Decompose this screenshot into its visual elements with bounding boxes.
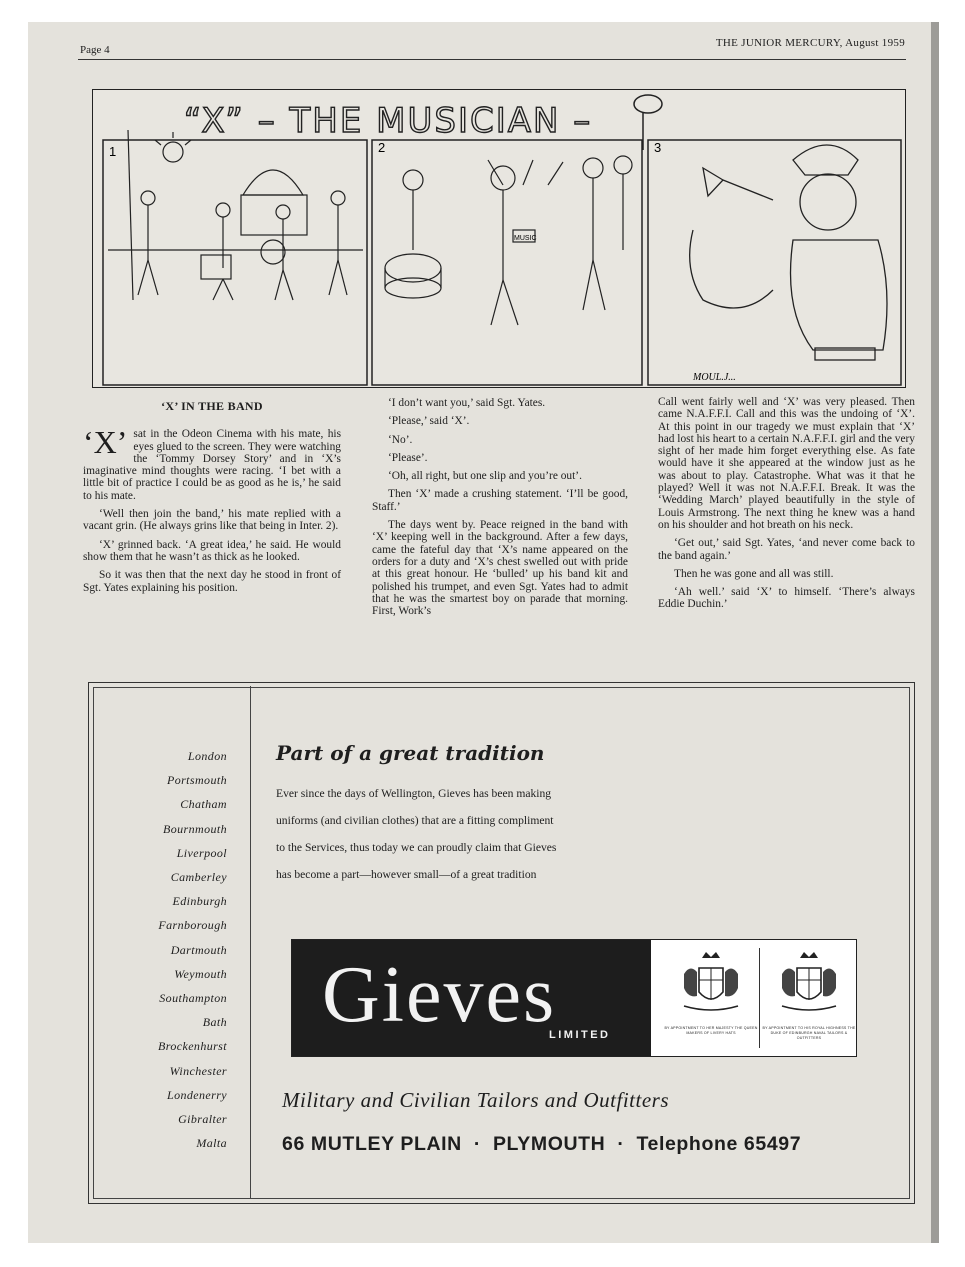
town-name: Farnborough — [158, 918, 227, 933]
article-paragraph: ‘No’. — [388, 433, 413, 446]
town-name: Brockenhurst — [157, 1039, 227, 1054]
ad-headline: Part of a great tradition — [276, 741, 545, 765]
article-paragraph: Call went fairly well and ‘X’ was very pleased. Then came N.A.F.F.I. Call and this was the undoing of ‘X’. At this point in our tragedy we must explain that ‘X’ had lost his heart to a certain N.A.F.F.I. girl and the very sight of her made him forget everything else. As fate would have it she appeared at the window just as he was about to play. Catastrophe. What was it that he played? Well it was not N.A.F.F.I. Break. It was the ‘Wedding March’ played beautifully in the style of Louis Armstrong. The next thing he knew was a hand on his shoulder and hot breath on his neck. — [658, 396, 915, 531]
article-paragraph: ‘Get out,’ said Sgt. Yates, ‘and never come back to the band again.’ — [658, 537, 915, 562]
brand-suffix: LIMITED — [549, 1029, 611, 1041]
telephone: Telephone 65497 — [636, 1133, 802, 1155]
article-column-3 — [658, 396, 915, 617]
shop-address — [282, 1133, 801, 1156]
ad-body-line: to the Services, thus today we can proudly claim that Gieves — [276, 841, 557, 854]
ducal-crest-icon — [760, 948, 858, 1022]
address-separator: · — [473, 1133, 481, 1155]
article-paragraph — [83, 424, 341, 502]
royal-warrant-duke — [759, 948, 858, 1048]
town-name: Portsmouth — [166, 773, 227, 788]
article-paragraph: Then he was gone and all was still. — [674, 567, 834, 580]
band-figures — [128, 130, 347, 300]
warrant-text: BY APPOINTMENT TO HER MAJESTY THE QUEEN MAKERS OF LIVERY HATS — [664, 1026, 758, 1035]
comic-strip — [92, 89, 906, 388]
royal-crest-icon — [662, 948, 760, 1022]
ad-body-line: Ever since the days of Wellington, Gieves has been making — [276, 787, 552, 800]
article-paragraph: So it was then that the next day he stood in front of Sgt. Yates explaining his position. — [83, 569, 341, 594]
article-paragraph: ‘X’ grinned back. ‘A great idea,’ he said. He would show them that he wasn’t as thick as he looked. — [83, 538, 341, 563]
panel-3-number: 3 — [654, 140, 662, 155]
street-address: 66 MUTLEY PLAIN — [282, 1133, 462, 1155]
article-heading: ‘X’ IN THE BAND — [161, 399, 263, 413]
article-paragraph: ‘Well then join the band,’ his mate replied with a vacant grin. (He always grins like that being in Inter. 2). — [83, 508, 341, 533]
panel-2 — [372, 140, 642, 385]
town-name: Camberley — [170, 870, 227, 885]
town-name: Winchester — [169, 1063, 227, 1078]
panel-2-number: 2 — [378, 140, 386, 155]
brand-name: Gieves — [322, 951, 557, 1039]
town-name: Bath — [202, 1015, 227, 1030]
address-separator: · — [617, 1133, 625, 1155]
town-name: Chatham — [180, 797, 227, 812]
town-name: Gibralter — [178, 1112, 227, 1127]
town-name: Malta — [196, 1136, 227, 1151]
royal-warrant-queen — [662, 948, 760, 1048]
town-name: Liverpool — [176, 845, 227, 860]
panel-1-number: 1 — [109, 144, 117, 159]
town-name: London — [187, 749, 227, 763]
trade-description: Military and Civilian Tailors and Outfitters — [282, 1088, 670, 1112]
article-column-1 — [83, 400, 341, 600]
comic-drawing — [93, 90, 905, 387]
town-name: Bournmouth — [163, 821, 227, 836]
trumpeter-closeup — [690, 145, 887, 360]
paragraph-text: sat in the Odeon Cinema with his mate, his eyes glued to the screen. They were watching the ‘Tommy Dorsey Story’ and in ‘X’s imaginative mind thoughts were racing. ‘I bet with a little bit of practice I could be as good as he is,’ he said to his mate. — [83, 428, 341, 502]
town-name: Southampton — [159, 991, 227, 1006]
page-edge-shadow — [931, 22, 939, 1243]
logo-background — [292, 940, 651, 1056]
city: PLYMOUTH — [492, 1133, 606, 1155]
article-paragraph: ‘Please’. — [388, 451, 428, 464]
comic-title: “X” – THE MUSICIAN – — [183, 101, 593, 141]
gieves-logo-block — [291, 939, 857, 1057]
article-paragraph: ‘Please,’ said ‘X’. — [388, 415, 470, 428]
town-name: Londenerry — [167, 1087, 227, 1102]
artist-signature: MOUL.J... — [693, 372, 736, 383]
panel-1 — [103, 140, 367, 385]
article-paragraph: ‘Oh, all right, but one slip and you’re out’. — [388, 470, 582, 483]
article-paragraph: Then ‘X’ made a crushing statement. ‘I’ll be good, Staff.’ — [372, 488, 628, 513]
article-paragraph: The days went by. Peace reigned in the band with ‘X’ keeping well in the background. After a few days, came the fateful day that ‘X’s name appeared on the orders for a duty and ‘X’s chest swelled out with pride at this great honour. He ‘bulled’ up his band kit and polished his trumpet, and even Sgt. Yates had to admit that he was the smartest boy on parade that morning. First, Work’s — [372, 519, 628, 618]
parade-scene — [385, 156, 632, 325]
drum-label: MUSIC — [514, 235, 537, 242]
drop-cap: ‘X’ — [83, 424, 128, 461]
ad-column-divider — [250, 686, 251, 1198]
article-paragraph: ‘Ah well.’ said ‘X’ to himself. ‘There’s always Eddie Duchin.’ — [658, 586, 915, 611]
ad-body-line: uniforms (and civilian clothes) that are a fitting compliment — [276, 814, 554, 827]
town-name: Edinburgh — [172, 894, 227, 909]
header-rule — [78, 59, 906, 60]
publication-header: THE JUNIOR MERCURY, August 1959 — [715, 37, 905, 49]
cap-icon — [634, 95, 662, 113]
town-name: Weymouth — [174, 966, 227, 981]
page-number: Page 4 — [80, 44, 110, 56]
ad-body-line: has become a part—however small—of a great tradition — [276, 868, 537, 881]
warrant-text: BY APPOINTMENT TO HIS ROYAL HIGHNESS THE DUKE OF EDINBURGH NAVAL TAILORS & OUTFITTERS — [762, 1026, 856, 1040]
article-paragraph: ‘I don’t want you,’ said Sgt. Yates. — [388, 397, 546, 409]
branch-town-list — [130, 744, 227, 1155]
ad-body-copy — [276, 780, 656, 888]
marching-band-scene — [108, 130, 363, 300]
town-name: Dartmouth — [170, 942, 227, 957]
article-column-2 — [372, 397, 628, 623]
